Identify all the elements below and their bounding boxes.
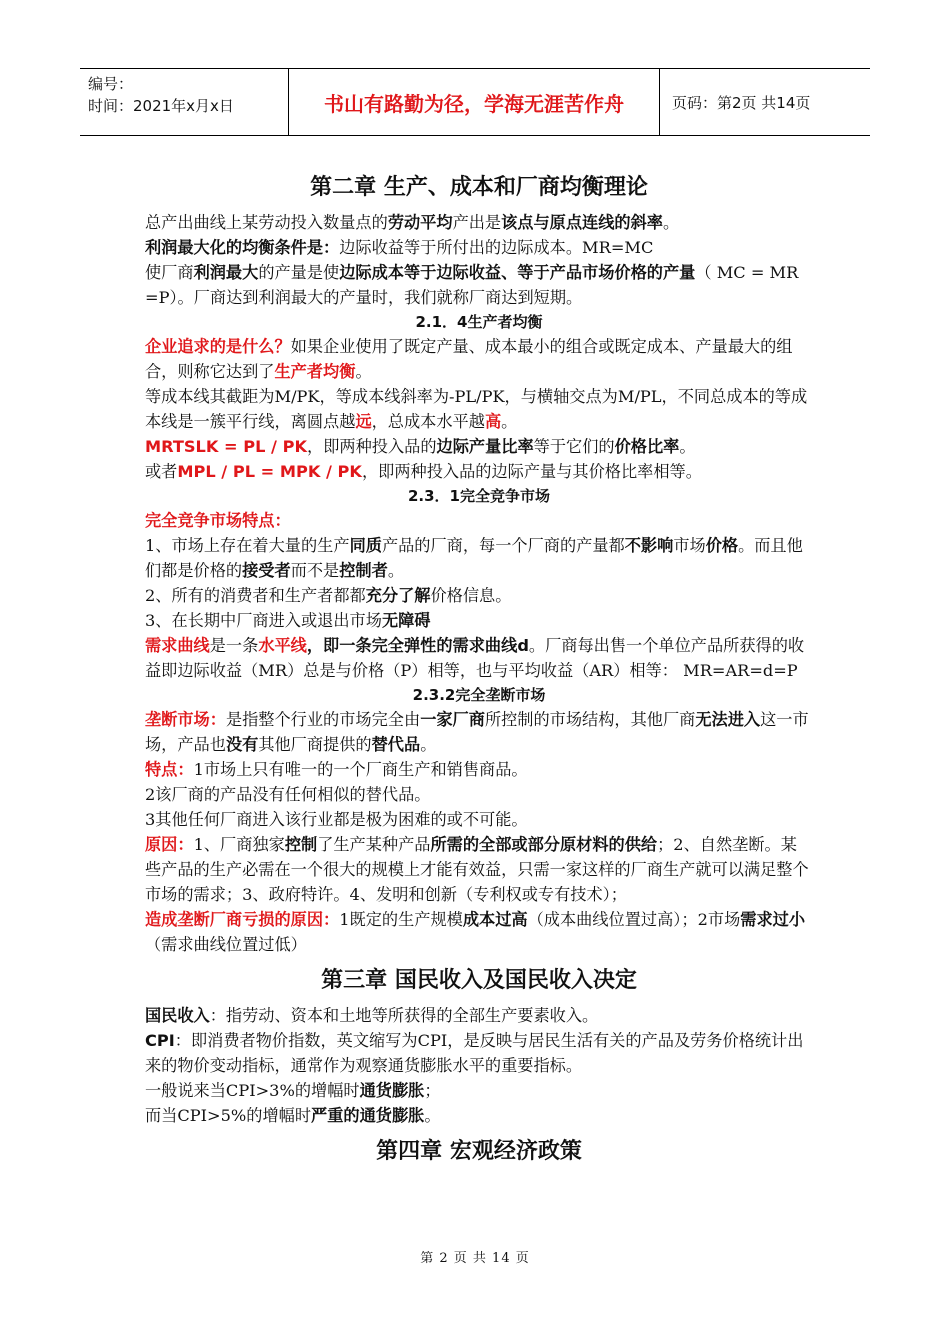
paragraph bbox=[145, 1003, 813, 1028]
text: 。 bbox=[420, 735, 437, 754]
paragraph bbox=[145, 334, 813, 384]
text: 1、厂商独家 bbox=[193, 835, 285, 854]
text: （ MC = MR =P）。厂商达到利润最大的产量时，我们就称厂商达到短期。 bbox=[145, 263, 799, 307]
section-2-3-1-title: 2.3．1完全竞争市场 bbox=[407, 487, 550, 505]
text: 。 bbox=[424, 1106, 441, 1125]
text: 3、在长期中厂商进入或退出市场 bbox=[145, 611, 382, 630]
document-body bbox=[145, 170, 813, 1174]
paragraph bbox=[145, 583, 813, 608]
red-text: 高 bbox=[484, 412, 502, 431]
paragraph bbox=[145, 1028, 813, 1078]
bold-text: 不影响 bbox=[624, 536, 674, 555]
bold-text: 成本过高 bbox=[462, 910, 528, 929]
text: 等于它们的 bbox=[533, 437, 615, 456]
code-label: 编号： bbox=[88, 75, 134, 93]
red-text: 原因： bbox=[145, 835, 194, 854]
paragraph bbox=[145, 707, 813, 757]
bold-text: 控制者 bbox=[339, 561, 388, 580]
bold-text: 国民收入 bbox=[145, 1006, 210, 1025]
text: 其他厂商提供的 bbox=[258, 735, 372, 754]
text: 。 bbox=[679, 437, 696, 456]
text: 一般说来当CPI>3%的增幅时 bbox=[145, 1081, 360, 1100]
paragraph: 3其他任何厂商进入该行业都是极为困难的或不可能。 bbox=[145, 810, 528, 829]
bold-text: 没有 bbox=[225, 735, 259, 754]
chapter-4-title: 第四章 宏观经济政策 bbox=[376, 1139, 582, 1164]
paragraph bbox=[145, 633, 813, 683]
text: ； bbox=[424, 1081, 441, 1100]
text: 产出是 bbox=[452, 213, 502, 232]
red-text: 水平线 bbox=[258, 636, 307, 655]
bold-text: 价格比率 bbox=[614, 437, 680, 456]
bold-text: d bbox=[517, 636, 529, 655]
paragraph bbox=[145, 434, 813, 459]
page-header bbox=[80, 68, 870, 136]
text: ，即两种投入品的 bbox=[307, 437, 437, 456]
header-motto: 书山有路勤为径，学海无涯苦作舟 bbox=[288, 69, 660, 135]
page-footer: 第 2 页 共 14 页 bbox=[420, 1251, 530, 1266]
paragraph bbox=[145, 210, 813, 235]
text: 。 bbox=[387, 561, 404, 580]
paragraph-heading: 完全竞争市场特点： bbox=[145, 511, 291, 530]
paragraph bbox=[145, 533, 813, 583]
text: 总产出曲线上某劳动投入数量点的 bbox=[145, 213, 388, 232]
text: ，总成本水平越 bbox=[371, 412, 485, 431]
text: 是指整个行业的市场完全由 bbox=[225, 710, 421, 729]
section-2-1-4-title: 2.1．4生产者均衡 bbox=[415, 313, 543, 331]
text: （需求曲线位置过低） bbox=[145, 935, 307, 954]
text: 等成本线其截距为M/PK，等成本线斜率为-PL/PK，与横轴交点为M/PL，不同总成本的等成本线是一簇平行线，离圆点越 bbox=[145, 387, 808, 431]
bold-text: 边际成本等于边际收益、等于产品市场价格的产量 bbox=[339, 263, 696, 282]
text: 。而且他们都是价格的 bbox=[145, 536, 803, 580]
header-meta bbox=[80, 69, 288, 135]
text: 而当CPI>5%的增幅时 bbox=[145, 1106, 312, 1125]
text: 。 bbox=[355, 362, 372, 381]
text: 使厂商 bbox=[145, 263, 194, 282]
bold-text: 同质 bbox=[349, 536, 382, 555]
red-text: MPL / PL = MPK / PK bbox=[177, 462, 362, 481]
text: 1、市场上存在着大量的生产 bbox=[145, 536, 350, 555]
text: 而不是 bbox=[290, 561, 340, 580]
paragraph bbox=[145, 608, 813, 633]
text: 2、所有的消费者和生产者都都 bbox=[145, 586, 366, 605]
red-text: 造成垄断厂商亏损的原因： bbox=[145, 910, 340, 929]
bold-text: 一家厂商 bbox=[420, 710, 485, 729]
text: 的产量是使 bbox=[258, 263, 340, 282]
text: 价格信息。 bbox=[430, 586, 512, 605]
text: 是一条 bbox=[209, 636, 259, 655]
text: 或者 bbox=[145, 462, 178, 481]
bold-text: 充分了解 bbox=[365, 586, 431, 605]
paragraph bbox=[145, 459, 813, 484]
text: 。 bbox=[663, 213, 680, 232]
red-text: 特点： bbox=[145, 760, 194, 779]
bold-text: 该点与原点连线的斜率 bbox=[501, 213, 663, 232]
bold-text: 控制 bbox=[284, 835, 318, 854]
bold-text: 利润最大化的均衡条件是： bbox=[145, 238, 340, 257]
paragraph bbox=[145, 757, 813, 782]
bold-text: 边际产量比率 bbox=[436, 437, 534, 456]
red-text: 生产者均衡 bbox=[274, 362, 356, 381]
bold-text: 通货膨胀 bbox=[359, 1081, 425, 1100]
text: 所控制的市场结构，其他厂商 bbox=[484, 710, 696, 729]
red-text: MRTSLK = PL / PK bbox=[145, 437, 308, 456]
text: 。 bbox=[501, 412, 518, 431]
bold-text: 无法进入 bbox=[695, 710, 761, 729]
text: 如果企业使用了既定产量、成本最小的组合或既定成本、产量最大的组合，则称它达到了 bbox=[145, 337, 793, 381]
text: ：即消费者物价指数，英文缩写为CPI，是反映与居民生活有关的产品及劳务价格统计出来的物价变动指标，通常作为观察通货膨胀水平的重要指标。 bbox=[145, 1031, 804, 1075]
bold-text: 劳动平均 bbox=[387, 213, 453, 232]
bold-text: 替代品 bbox=[371, 735, 421, 754]
text: 市场 bbox=[673, 536, 706, 555]
header-page-info: 页码：第2页 共14页 bbox=[672, 93, 811, 112]
chapter-2-title: 第二章 生产、成本和厂商均衡理论 bbox=[310, 175, 648, 200]
text: 产品的厂商，每一个厂商的产量都 bbox=[381, 536, 625, 555]
paragraph bbox=[145, 907, 813, 957]
text: 这一市场，产品也 bbox=[145, 710, 809, 754]
text: 边际收益等于所付出的边际成本。MR=MC bbox=[339, 238, 654, 257]
chapter-3-title: 第三章 国民收入及国民收入决定 bbox=[321, 968, 637, 993]
red-text: 需求曲线 bbox=[145, 636, 210, 655]
text: ：指劳动、资本和土地等所获得的全部生产要素收入。 bbox=[209, 1006, 599, 1025]
bold-text: 价格 bbox=[705, 536, 739, 555]
text: 了生产某种产品 bbox=[317, 835, 431, 854]
text: 。厂商每出售一个单位产品所获得的收益即边际收益（MR）总是与价格（P）相等，也与平均收益（AR）相等： MR=AR=d=P bbox=[145, 636, 805, 680]
paragraph bbox=[145, 1078, 813, 1103]
section-2-3-2-title: 2.3.2完全垄断市场 bbox=[412, 686, 546, 704]
bold-text: ，即一条完全弹性的需求曲线 bbox=[306, 636, 518, 655]
text: 1既定的生产规模 bbox=[339, 910, 463, 929]
bold-text: 利润最大 bbox=[193, 263, 259, 282]
paragraph bbox=[145, 260, 813, 310]
paragraph bbox=[145, 235, 813, 260]
text: ；2、自然垄断。某些产品的生产必需在一个很大的规模上才能有效益，只需一家这样的厂商生产就可以满足整个市场的需求；3、政府特许。4、发明和创新（专利权或专有技术）； bbox=[145, 835, 809, 904]
bold-text: 严重的通货膨胀 bbox=[311, 1106, 425, 1125]
paragraph bbox=[145, 832, 813, 907]
paragraph bbox=[145, 1103, 813, 1128]
text: 1市场上只有唯一的一个厂商生产和销售商品。 bbox=[193, 760, 528, 779]
red-text: 企业追求的是什么？ bbox=[145, 337, 291, 356]
bold-text: 所需的全部或部分原材料的供给 bbox=[430, 835, 658, 854]
bold-text: 无障碍 bbox=[381, 611, 431, 630]
date-label: 时间：2021年x月x日 bbox=[88, 97, 234, 115]
red-text: 垄断市场： bbox=[145, 710, 226, 729]
bold-text: 需求过小 bbox=[740, 910, 806, 929]
paragraph bbox=[145, 384, 813, 434]
paragraph: 2该厂商的产品没有任何相似的替代品。 bbox=[145, 785, 431, 804]
red-text: 远 bbox=[355, 412, 372, 431]
bold-text: 接受者 bbox=[242, 561, 291, 580]
bold-text: CPI bbox=[145, 1031, 175, 1050]
text: ，即两种投入品的边际产量与其价格比率相等。 bbox=[361, 462, 702, 481]
text: （成本曲线位置过高）；2市场 bbox=[527, 910, 741, 929]
